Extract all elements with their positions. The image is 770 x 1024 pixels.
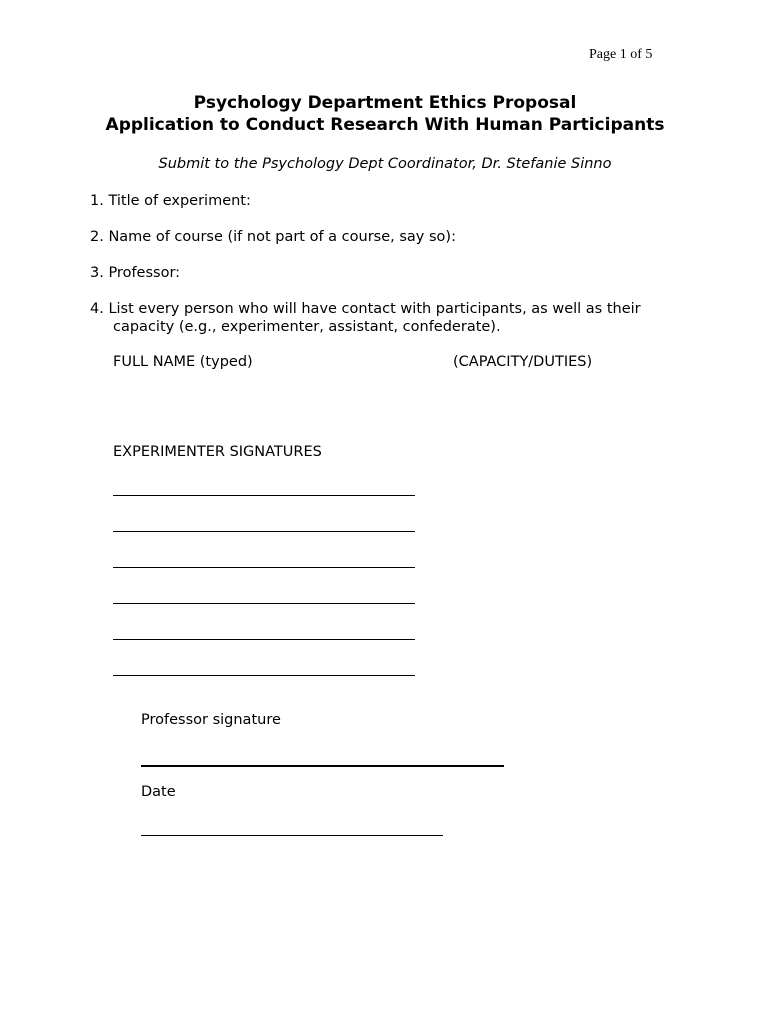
document-title-line-2: Application to Conduct Research With Human Participants (105, 115, 665, 135)
experimenter-signatures-heading: EXPERIMENTER SIGNATURES (113, 444, 322, 460)
question-contact-persons (90, 300, 690, 336)
date-label: Date (141, 784, 176, 800)
experimenter-signature-line[interactable] (113, 603, 415, 604)
experimenter-signature-line[interactable] (113, 531, 415, 532)
experimenter-signature-line[interactable] (113, 495, 415, 496)
experimenter-signature-line[interactable] (113, 567, 415, 568)
experimenter-signature-line[interactable] (113, 639, 415, 640)
question-contact-persons-line-2: capacity (e.g., experimenter, assistant, confederate). (113, 319, 501, 335)
question-title-of-experiment: 1. Title of experiment: (90, 193, 251, 209)
experimenter-signature-line[interactable] (113, 675, 415, 676)
document-title-line-1: Psychology Department Ethics Proposal (193, 93, 577, 113)
question-professor: 3. Professor: (90, 265, 181, 281)
column-label-full-name: FULL NAME (typed) (113, 354, 253, 370)
page-number: Page 1 of 5 (589, 47, 653, 62)
professor-signature-label: Professor signature (141, 712, 281, 728)
professor-signature-line[interactable] (141, 765, 504, 767)
document-subtitle: Submit to the Psychology Dept Coordinator, Dr. Stefanie Sinno (158, 156, 612, 172)
question-name-of-course: 2. Name of course (if not part of a course, say so): (90, 229, 456, 245)
column-label-capacity: (CAPACITY/DUTIES) (453, 354, 593, 370)
question-contact-persons-line-1: 4. List every person who will have contact with participants, as well as their (90, 301, 641, 317)
date-line[interactable] (141, 835, 443, 836)
